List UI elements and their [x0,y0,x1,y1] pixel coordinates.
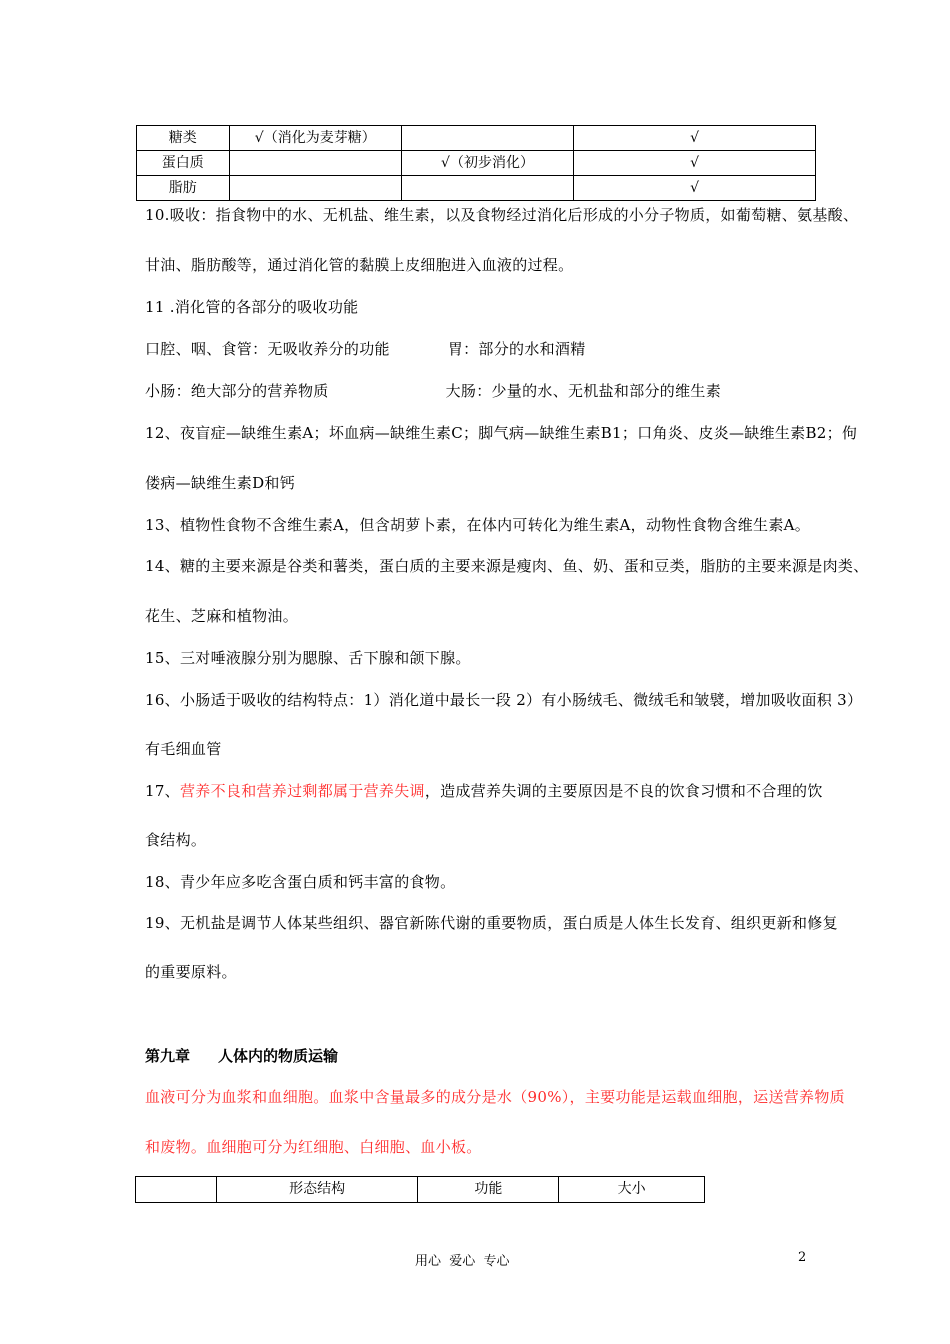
page-number: 2 [798,1250,807,1265]
paragraph-10-line-1: 10.吸收：指食物中的水、无机盐、维生素，以及食物经过消化后形成的小分子物质，如葡萄糖、氨基酸、 [145,206,859,224]
paragraph-11-row-1 [145,339,890,359]
table-cell: √ [574,151,816,176]
table-cell [401,176,573,201]
chapter-heading [145,1045,338,1066]
paragraph-14-line-1: 14、糖的主要来源是谷类和薯类，蛋白质的主要来源是瘦肉、鱼、奶、蛋和豆类，脂肪的主要来源是肉类、 [145,557,869,575]
table-cell: √（初步消化） [401,151,573,176]
paragraph-17-rest: ，造成营养失调的主要原因是不良的饮食习惯和不合理的饮 [424,782,823,800]
absorption-small-intestine: 小肠：绝大部分的营养物质 [145,382,329,400]
paragraph-15: 15、三对唾液腺分别为腮腺、舌下腺和颌下腺。 [145,649,471,667]
table-header-cell [136,1177,217,1203]
table-cell: √ [574,126,816,151]
paragraph-12-line-1: 12、夜盲症—缺维生素A；坏血病—缺维生素C；脚气病—缺维生素B1；口角炎、皮炎—缺维生素B2；佝 [145,424,858,442]
paragraph-12-line-2: 偻病—缺维生素D和钙 [145,474,296,492]
table-header-cell: 形态结构 [216,1177,418,1203]
blood-cell-table [135,1176,705,1203]
paragraph-16-line-2: 有毛细血管 [145,740,222,758]
table-header-row [136,1177,705,1203]
table-cell: 蛋白质 [137,151,230,176]
table-cell [229,176,401,201]
paragraph-17-line-1 [145,781,890,801]
table-row [137,151,816,176]
table-cell [401,126,573,151]
paragraph-11-heading: 11 .消化管的各部分的吸收功能 [145,298,359,316]
paragraph-10-line-2: 甘油、脂肪酸等，通过消化管的黏膜上皮细胞进入血液的过程。 [145,256,574,274]
paragraph-17-number: 17、 [145,782,180,800]
table-cell: 脂肪 [137,176,230,201]
blood-paragraph-line-1: 血液可分为血浆和血细胞。血浆中含量最多的成分是水（90%），主要功能是运载血细胞，运送营养物质 [145,1088,845,1106]
paragraph-11-row-2 [145,381,890,401]
absorption-mouth: 口腔、咽、食管：无吸收养分的功能 [145,340,390,358]
table-cell: √ [574,176,816,201]
table-cell [229,151,401,176]
paragraph-14-line-2: 花生、芝麻和植物油。 [145,607,299,625]
highlight-malnutrition: 营养不良和营养过剩都属于营养失调 [180,782,425,800]
footer-text: 用心 爱心 专心 [415,1254,510,1269]
paragraph-19-line-2: 的重要原料。 [145,963,237,981]
table-header-cell: 功能 [418,1177,559,1203]
paragraph-17-line-2: 食结构。 [145,831,207,849]
table-cell: √（消化为麦芽糖） [229,126,401,151]
absorption-large-intestine: 大肠：少量的水、无机盐和部分的维生素 [445,382,722,400]
table-cell: 糖类 [137,126,230,151]
absorption-stomach: 胃：部分的水和酒精 [447,340,586,358]
paragraph-16-line-1: 16、小肠适于吸收的结构特点：1）消化道中最长一段 2）有小肠绒毛、微绒毛和皱襞，增加吸收面积 3） [145,691,863,709]
table-header-cell: 大小 [559,1177,705,1203]
digestion-table [136,125,816,201]
chapter-number: 第九章 [145,1047,191,1065]
paragraph-13: 13、植物性食物不含维生素A，但含胡萝卜素，在体内可转化为维生素A，动物性食物含维生素A。 [145,516,811,534]
table-row [137,126,816,151]
table-row [137,176,816,201]
paragraph-18: 18、青少年应多吃含蛋白质和钙丰富的食物。 [145,873,456,891]
chapter-title: 人体内的物质运输 [218,1047,339,1065]
paragraph-19-line-1: 19、无机盐是调节人体某些组织、器官新陈代谢的重要物质，蛋白质是人体生长发育、组织更新和修复 [145,914,838,932]
blood-paragraph-line-2: 和废物。血细胞可分为红细胞、白细胞、血小板。 [145,1138,482,1156]
